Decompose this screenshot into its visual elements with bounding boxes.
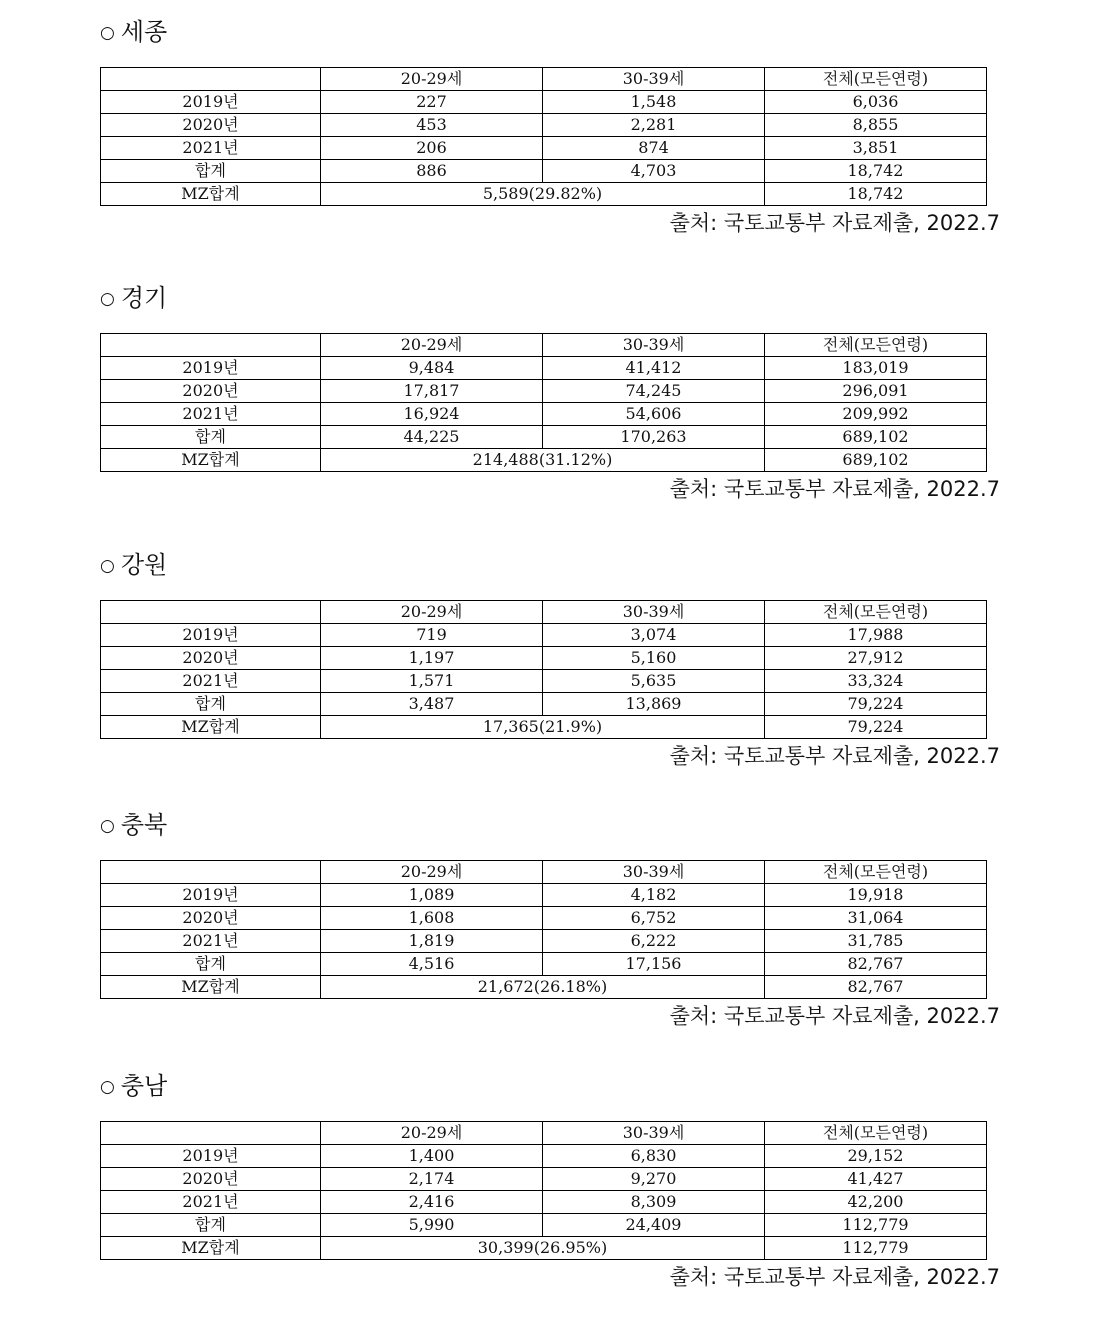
bullet-icon: ○: [100, 1077, 115, 1097]
statistics-table: [100, 860, 987, 999]
row-label: MZ합계: [101, 1237, 321, 1260]
table-row: [101, 403, 987, 426]
region-section-gangwon: [0, 550, 1100, 780]
source-note: 출처: 국토교통부 자료제출, 2022.7: [669, 1004, 1000, 1028]
table-cell: 4,182: [543, 884, 765, 907]
table-cell: 5,635: [543, 670, 765, 693]
table-cell: 1,197: [321, 647, 543, 670]
bullet-icon: ○: [100, 289, 115, 309]
table-row: [101, 183, 987, 206]
header-cell: 20-29세: [321, 334, 543, 357]
source-note: 출처: 국토교통부 자료제출, 2022.7: [669, 1265, 1000, 1289]
table-cell: 296,091: [765, 380, 987, 403]
table-cell: 18,742: [765, 183, 987, 206]
table-row: [101, 1214, 987, 1237]
header-cell: 전체(모든연령): [765, 68, 987, 91]
row-label: 2019년: [101, 884, 321, 907]
row-label: 2020년: [101, 1168, 321, 1191]
statistics-table: [100, 600, 987, 739]
table-cell: 1,548: [543, 91, 765, 114]
header-cell: 전체(모든연령): [765, 861, 987, 884]
table-row: [101, 449, 987, 472]
table-cell: 1,571: [321, 670, 543, 693]
table-cell: 886: [321, 160, 543, 183]
source-note: 출처: 국토교통부 자료제출, 2022.7: [669, 744, 1000, 768]
header-cell: [101, 1122, 321, 1145]
header-cell: 전체(모든연령): [765, 601, 987, 624]
table-row: [101, 1237, 987, 1260]
table-cell: 16,924: [321, 403, 543, 426]
table-header-row: [101, 1122, 987, 1145]
table-cell: 8,309: [543, 1191, 765, 1214]
table-cell: 54,606: [543, 403, 765, 426]
table-cell: 209,992: [765, 403, 987, 426]
table-cell: 17,988: [765, 624, 987, 647]
table-cell: 689,102: [765, 449, 987, 472]
region-name: 세종: [120, 18, 168, 46]
table-cell: 1,819: [321, 930, 543, 953]
table-cell: 8,855: [765, 114, 987, 137]
region-section-chungnam: [0, 1071, 1100, 1301]
row-label: 2019년: [101, 624, 321, 647]
row-label: 2020년: [101, 380, 321, 403]
table-cell: 18,742: [765, 160, 987, 183]
table-cell: 79,224: [765, 716, 987, 739]
header-cell: 30-39세: [543, 68, 765, 91]
table-cell: 719: [321, 624, 543, 647]
table-cell: 6,222: [543, 930, 765, 953]
mz-total-cell: 214,488(31.12%): [321, 449, 765, 472]
table-cell: 453: [321, 114, 543, 137]
table-row: [101, 976, 987, 999]
table-cell: 82,767: [765, 953, 987, 976]
mz-total-cell: 21,672(26.18%): [321, 976, 765, 999]
table-cell: 2,281: [543, 114, 765, 137]
row-label: 2020년: [101, 647, 321, 670]
table-cell: 3,851: [765, 137, 987, 160]
statistics-table: [100, 1121, 987, 1260]
table-header-row: [101, 601, 987, 624]
table-cell: 6,036: [765, 91, 987, 114]
header-cell: [101, 861, 321, 884]
mz-total-cell: 30,399(26.95%): [321, 1237, 765, 1260]
table-header-row: [101, 68, 987, 91]
table-cell: 874: [543, 137, 765, 160]
table-row: [101, 380, 987, 403]
header-cell: 20-29세: [321, 601, 543, 624]
table-row: [101, 647, 987, 670]
row-label: MZ합계: [101, 449, 321, 472]
statistics-table: [100, 333, 987, 472]
header-cell: 20-29세: [321, 1122, 543, 1145]
region-section-sejong: [0, 17, 1100, 247]
row-label: 합계: [101, 1214, 321, 1237]
table-cell: 82,767: [765, 976, 987, 999]
table-row: [101, 716, 987, 739]
table-row: [101, 670, 987, 693]
row-label: 2021년: [101, 670, 321, 693]
table-cell: 5,160: [543, 647, 765, 670]
table-cell: 27,912: [765, 647, 987, 670]
header-cell: 20-29세: [321, 861, 543, 884]
row-label: 2019년: [101, 1145, 321, 1168]
table-cell: 17,156: [543, 953, 765, 976]
header-cell: 30-39세: [543, 1122, 765, 1145]
header-cell: 20-29세: [321, 68, 543, 91]
table-cell: 13,869: [543, 693, 765, 716]
row-label: MZ합계: [101, 976, 321, 999]
table-row: [101, 1145, 987, 1168]
statistics-table: [100, 67, 987, 206]
region-section-gyeonggi: [0, 283, 1100, 513]
table-cell: 29,152: [765, 1145, 987, 1168]
bullet-icon: ○: [100, 556, 115, 576]
region-section-chungbuk: [0, 810, 1100, 1040]
table-cell: 31,785: [765, 930, 987, 953]
header-cell: 30-39세: [543, 601, 765, 624]
table-row: [101, 1191, 987, 1214]
table-cell: 112,779: [765, 1214, 987, 1237]
table-header-row: [101, 861, 987, 884]
table-row: [101, 91, 987, 114]
table-cell: 4,516: [321, 953, 543, 976]
region-title: [100, 550, 167, 583]
row-label: 합계: [101, 953, 321, 976]
row-label: 2019년: [101, 91, 321, 114]
table-cell: 41,412: [543, 357, 765, 380]
table-row: [101, 907, 987, 930]
table-cell: 4,703: [543, 160, 765, 183]
table-row: [101, 693, 987, 716]
table-cell: 42,200: [765, 1191, 987, 1214]
table-cell: 5,990: [321, 1214, 543, 1237]
table-row: [101, 624, 987, 647]
table-cell: 227: [321, 91, 543, 114]
mz-total-cell: 5,589(29.82%): [321, 183, 765, 206]
region-name: 경기: [120, 284, 168, 312]
row-label: 2021년: [101, 930, 321, 953]
table-cell: 74,245: [543, 380, 765, 403]
header-cell: [101, 334, 321, 357]
table-cell: 19,918: [765, 884, 987, 907]
source-note: 출처: 국토교통부 자료제출, 2022.7: [669, 211, 1000, 235]
table-row: [101, 953, 987, 976]
row-label: 2021년: [101, 137, 321, 160]
header-cell: [101, 601, 321, 624]
table-cell: 183,019: [765, 357, 987, 380]
table-row: [101, 930, 987, 953]
row-label: 합계: [101, 693, 321, 716]
row-label: 2021년: [101, 403, 321, 426]
table-row: [101, 357, 987, 380]
table-cell: 41,427: [765, 1168, 987, 1191]
bullet-icon: ○: [100, 816, 115, 836]
row-label: 2021년: [101, 1191, 321, 1214]
table-header-row: [101, 334, 987, 357]
row-label: 2020년: [101, 114, 321, 137]
table-cell: 24,409: [543, 1214, 765, 1237]
table-cell: 2,174: [321, 1168, 543, 1191]
table-cell: 9,484: [321, 357, 543, 380]
table-cell: 1,608: [321, 907, 543, 930]
mz-total-cell: 17,365(21.9%): [321, 716, 765, 739]
region-title: [100, 810, 167, 843]
table-cell: 3,487: [321, 693, 543, 716]
row-label: 합계: [101, 160, 321, 183]
table-cell: 6,752: [543, 907, 765, 930]
table-cell: 6,830: [543, 1145, 765, 1168]
table-row: [101, 114, 987, 137]
table-cell: 17,817: [321, 380, 543, 403]
region-name: 충남: [120, 1072, 168, 1100]
table-cell: 9,270: [543, 1168, 765, 1191]
header-cell: [101, 68, 321, 91]
table-cell: 1,089: [321, 884, 543, 907]
table-row: [101, 137, 987, 160]
table-row: [101, 426, 987, 449]
table-cell: 3,074: [543, 624, 765, 647]
table-cell: 33,324: [765, 670, 987, 693]
row-label: MZ합계: [101, 716, 321, 739]
table-cell: 44,225: [321, 426, 543, 449]
region-name: 강원: [120, 551, 168, 579]
source-note: 출처: 국토교통부 자료제출, 2022.7: [669, 477, 1000, 501]
row-label: 2020년: [101, 907, 321, 930]
table-row: [101, 884, 987, 907]
region-name: 충북: [120, 811, 168, 839]
header-cell: 전체(모든연령): [765, 334, 987, 357]
table-cell: 206: [321, 137, 543, 160]
table-cell: 1,400: [321, 1145, 543, 1168]
table-cell: 31,064: [765, 907, 987, 930]
table-cell: 2,416: [321, 1191, 543, 1214]
header-cell: 30-39세: [543, 861, 765, 884]
bullet-icon: ○: [100, 23, 115, 43]
table-cell: 170,263: [543, 426, 765, 449]
table-cell: 79,224: [765, 693, 987, 716]
region-title: [100, 1071, 167, 1104]
row-label: 2019년: [101, 357, 321, 380]
region-title: [100, 283, 167, 316]
table-row: [101, 1168, 987, 1191]
region-title: [100, 17, 167, 50]
table-row: [101, 160, 987, 183]
header-cell: 전체(모든연령): [765, 1122, 987, 1145]
table-cell: 689,102: [765, 426, 987, 449]
row-label: MZ합계: [101, 183, 321, 206]
header-cell: 30-39세: [543, 334, 765, 357]
table-cell: 112,779: [765, 1237, 987, 1260]
row-label: 합계: [101, 426, 321, 449]
